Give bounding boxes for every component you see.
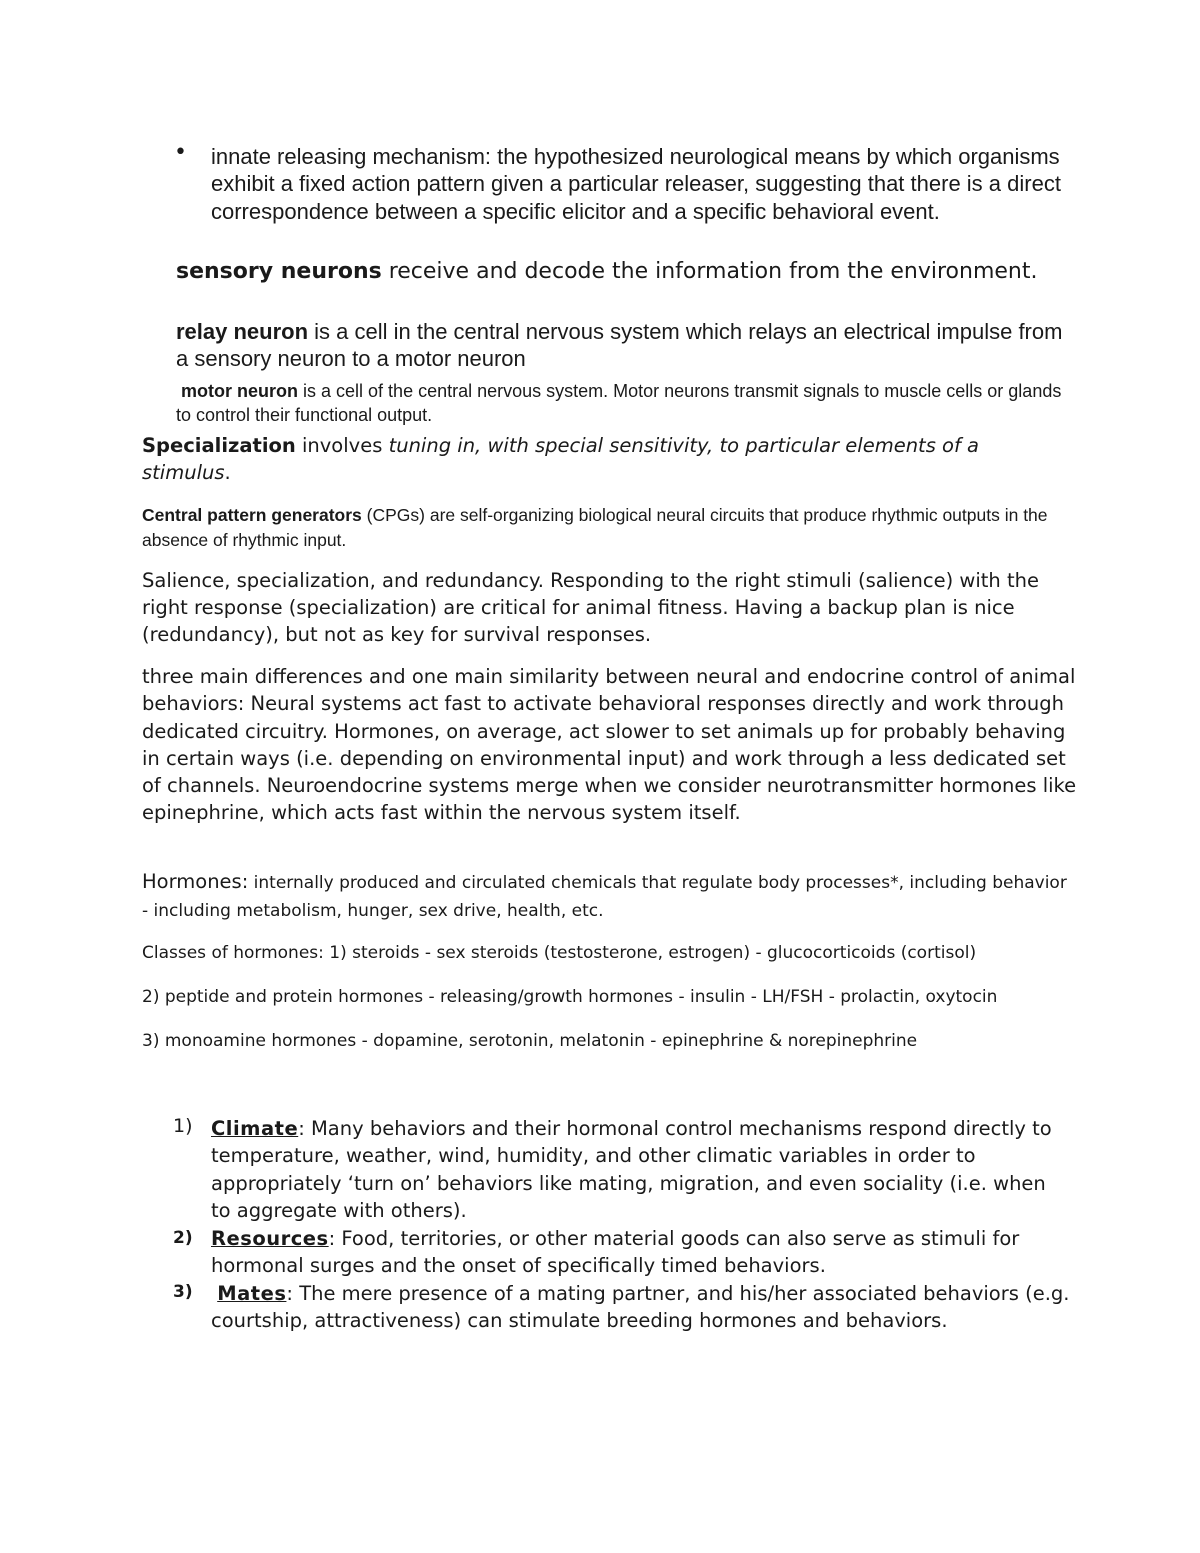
resources-title: Resources [211,1227,329,1250]
salience-paragraph [142,567,1072,648]
climate-text: : Many behaviors and their hormonal control mechanisms respond directly to temperature, weather, wind, humidity, and other climatic variables in order to appropriately ‘turn on’ behaviors like mating, migration, and even sociality (i.e. when to aggregate with others). [211,1117,1052,1222]
mates-title: Mates [217,1282,287,1305]
specialization-text: involves [295,434,389,457]
climate-title: Climate [211,1117,299,1140]
specialization-end: . [224,461,231,484]
list-number-3: 3) [173,1282,193,1302]
hormone-classes-line-1: Classes of hormones: 1) steroids - sex steroids (testosterone, estrogen) - glucocorticoids (cortisol) [142,943,977,963]
list-number-1: 1) [173,1115,193,1137]
list-item-resources [211,1225,1071,1280]
resources-text: : Food, territories, or other material goods can also serve as stimuli for hormonal surges and the onset of specifically timed behaviors. [211,1227,1020,1278]
sensory-neurons-term: sensory neurons [176,259,382,284]
specialization-paragraph [142,432,1072,486]
sensory-neurons-text: receive and decode the information from the environment. [381,259,1038,284]
relay-neuron-text: is a cell in the central nervous system which relays an electrical impulse from a sensory neuron to a motor neuron [176,319,1063,372]
list-item-climate [211,1115,1071,1224]
cpg-term: Central pattern generators [142,505,362,525]
hormone-classes-line-3: 3) monoamine hormones - dopamine, serotonin, melatonin - epinephrine & norepinephrine [142,1031,918,1051]
motor-neuron-paragraph [176,379,1076,427]
specialization-emphasis: tuning in, with special sensitivity, to particular elements of a stimulus [142,434,979,484]
neural-endocrine-paragraph [142,663,1082,827]
mates-text: : The mere presence of a mating partner, and his/her associated behaviors (e.g. courtship, attractiveness) can stimulate breeding hormones and behaviors. [211,1282,1070,1333]
relay-neuron-term: relay neuron [176,319,309,344]
hormones-definition: internally produced and circulated chemicals that regulate body processes*, including behavior - including metabolism, hunger, sex drive, health, etc. [142,873,1067,921]
relay-neuron-paragraph [176,318,1076,373]
hormones-paragraph [142,868,1072,925]
hormones-term: Hormones: [142,870,249,893]
sensory-neurons-paragraph [176,258,1076,285]
bullet-marker: • [174,140,187,165]
specialization-term: Specialization [142,434,296,457]
motor-neuron-text: is a cell of the central nervous system. Motor neurons transmit signals to muscle cells or glands to control their functional output. [176,381,1062,425]
list-number-2: 2) [173,1228,193,1248]
innate-releasing-text: innate releasing mechanism: the hypothesized neurological means by which organisms exhibit a fixed action pattern given a particular releaser, suggesting that there is a direct correspondence between a specific elicitor and a specific behavioral event. [211,144,1061,224]
cpg-paragraph [142,503,1072,553]
list-item-mates [211,1280,1071,1335]
motor-neuron-term: motor neuron [181,381,299,401]
innate-releasing-paragraph [211,143,1071,225]
cpg-text: (CPGs) are self-organizing biological neural circuits that produce rhythmic outputs in the absence of rhythmic input. [142,505,1048,550]
hormone-classes-line-2: 2) peptide and protein hormones - releasing/growth hormones - insulin - LH/FSH - prolactin, oxytocin [142,987,998,1007]
salience-text: Salience, specialization, and redundancy. Responding to the right stimuli (salience) with the right response (specialization) are critical for animal fitness. Having a backup plan is nice (redundancy), but not as key for survival responses. [142,569,1039,646]
neural-endocrine-text: three main differences and one main similarity between neural and endocrine control of animal behaviors: Neural systems act fast to activate behavioral responses directly and work through dedicated circuitry. Hormones, on average, act slower to set animals up for probably behaving in certain ways (i.e. depending on environmental input) and work through a less dedicated set of channels. Neuroendocrine systems merge when we consider neurotransmitter hormones like epinephrine, which acts fast within the nervous system itself. [142,665,1077,825]
